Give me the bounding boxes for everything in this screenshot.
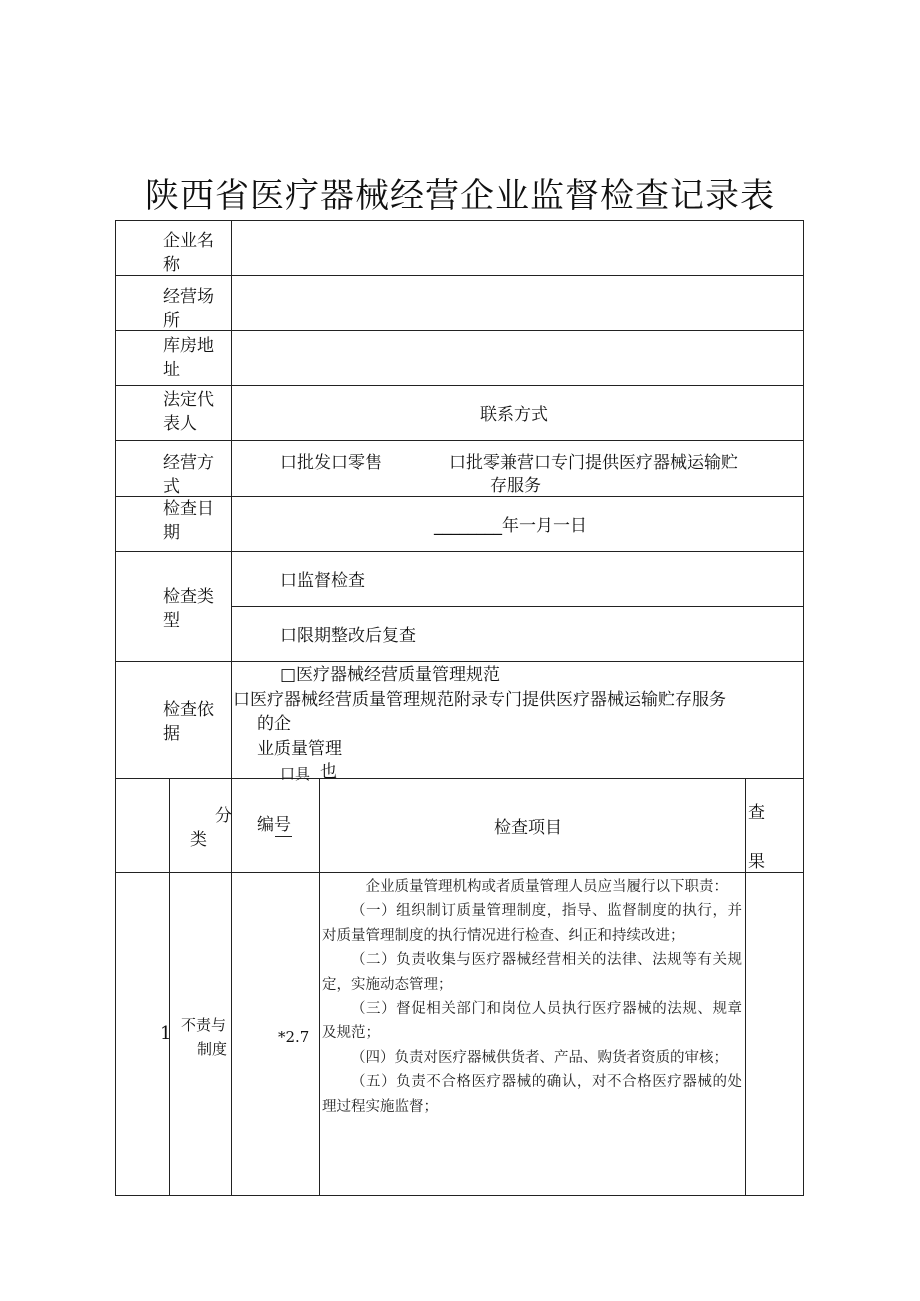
header-result-a: 查	[748, 803, 765, 823]
label-enterprise-name: 企业名 称	[163, 231, 214, 275]
inspection-type-recheck[interactable]: 口限期整改后复查	[280, 626, 416, 646]
contact-label: 联系方式	[480, 405, 548, 425]
row-paragraph: 企业质量管理机构或者质量管理人员应当履行以下职责：	[365, 879, 728, 895]
header-category-b: 类	[190, 830, 207, 850]
header-category-a: 分	[215, 806, 232, 826]
basis-other-option[interactable]: 口具	[280, 765, 311, 783]
row-index-clipped	[160, 1022, 172, 1048]
header-number: 编号	[257, 815, 291, 835]
header-inspection-item: 检查项目	[494, 818, 562, 838]
business-mode-combined-storage[interactable]: 口批零兼营口专门提供医疗器械运输贮	[449, 453, 738, 473]
row-paragraph: （三）督促相关部门和岗位人员执行医疗器械的法规、规章及规范；	[322, 1001, 742, 1042]
inspection-date-value[interactable]: ________年一月一日	[434, 516, 587, 536]
label-business-mode: 经营方 式	[163, 453, 214, 497]
label-inspection-basis: 检查依 据	[163, 700, 214, 744]
row-category-line2: 制度	[197, 1040, 228, 1058]
row-index: 1	[160, 1023, 172, 1044]
business-mode-storage-service: 存服务	[490, 476, 541, 496]
basis-gsp-appendix[interactable]: 口医疗器械经营质量管理规范附录专门提供医疗器械运输贮存服务	[233, 690, 726, 710]
row-category-line1: 不责与	[181, 1016, 227, 1034]
row-paragraph: （一）组织制订质量管理制度，指导、监督制度的执行，并对质量管理制度的执行情况进行检查、纠正和持续改进；	[322, 903, 742, 944]
label-inspection-type: 检查类 型	[163, 587, 214, 631]
basis-gsp[interactable]: □医疗器械经营质量管理规范	[280, 665, 501, 685]
row-paragraph: （四）负责对医疗器械供货者、产品、购货者资质的审核；	[351, 1049, 728, 1066]
header-result-b: 果	[748, 852, 765, 872]
inspection-type-supervision[interactable]: 口监督检查	[280, 571, 365, 591]
label-business-place: 经营场 所	[163, 287, 214, 331]
basis-other-text: 也	[320, 762, 337, 782]
basis-other-clipped	[280, 760, 400, 783]
label-legal-representative: 法定代 表人	[163, 390, 214, 434]
label-inspection-date: 检查日 期	[163, 499, 214, 543]
row-paragraph: （五）负责不合格医疗器械的确认，对不合格医疗器械的处理过程实施监督；	[322, 1074, 742, 1115]
page-title: 陕西省医疗器械经营企业监督检查记录表	[145, 176, 775, 216]
basis-gsp-appendix-cont1: 的企	[257, 714, 291, 734]
business-mode-wholesale-retail[interactable]: 口批发口零售	[280, 453, 382, 473]
row-inspection-text	[322, 875, 742, 1195]
row-paragraph: （二）负责收集与医疗器械经营相关的法律、法规等有关规定，实施动态管理；	[322, 952, 742, 993]
basis-gsp-appendix-cont2: 业质量管理	[257, 739, 342, 759]
row-number: *2.7	[278, 1028, 310, 1046]
label-warehouse-address: 库房地 址	[163, 336, 214, 380]
